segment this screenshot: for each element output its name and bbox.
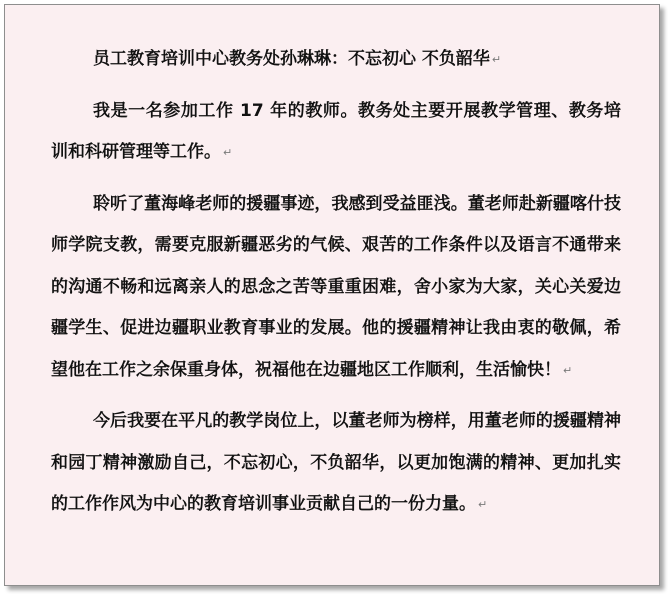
paragraph-mark-icon: ↵ <box>491 53 502 66</box>
paragraph-2-text: 聆听了董海峰老师的援疆事迹，我感到受益匪浅。董老师赴新疆喀什技师学院支教，需要克服新疆恶劣的气候、艰苦的工作条件以及语言不通带来的沟通不畅和远离亲人的思念之苦等重重困难，舍小家为大家，关心关爱边疆学生、促进边疆职业教育事业的发展。他的援疆精神让我由衷的敬佩，希望他在工作之余保重身体，祝福他在边疆地区工作顺利，生活愉快！ <box>51 193 621 380</box>
document-title-paragraph <box>51 39 621 81</box>
document-body <box>51 39 621 526</box>
paragraph-mark-icon: ↵ <box>478 498 488 511</box>
document-title: 员工教育培训中心教务处孙琳琳：不忘初心 不负韶华 <box>93 49 490 69</box>
paragraph-3-text: 今后我要在平凡的教学岗位上，以董老师为榜样，用董老师的援疆精神和园丁精神激励自己，不忘初心，不负韶华，以更加饱满的精神、更加扎实的工作作风为中心的教育培训事业贡献自己的一份力量。 <box>51 411 621 514</box>
paragraph-3 <box>51 401 621 526</box>
paragraph-1-text: 我是一名参加工作 17 年的教师。教务处主要开展教学管理、教务培训和科研管理等工作。 <box>51 100 621 162</box>
paragraph-mark-icon: ↵ <box>223 146 233 159</box>
paragraph-2 <box>51 184 621 392</box>
document-frame <box>4 4 660 586</box>
paragraph-1 <box>51 91 621 174</box>
paragraph-mark-icon: ↵ <box>563 363 573 377</box>
